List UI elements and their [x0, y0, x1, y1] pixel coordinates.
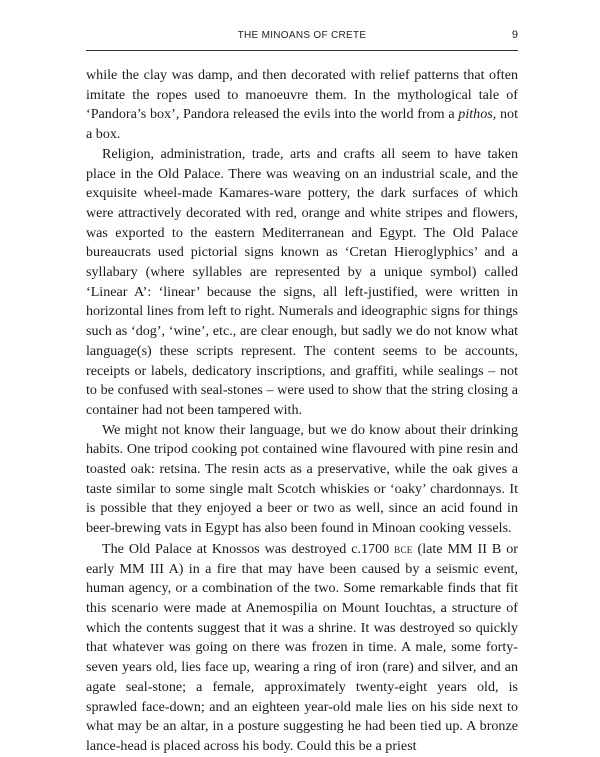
italic-term: pithos	[458, 106, 493, 123]
paragraph	[86, 421, 518, 539]
text-run: The Old Palace at Knossos was destroyed c.1700	[102, 540, 395, 557]
page-number: 9	[511, 29, 518, 41]
running-head: THE MINOANS OF CRETE	[237, 30, 367, 41]
text-run: while the clay was damp, and then decorated with relief patterns that often imitate the ropes used to manoeuvre them. In the mythological tale of ‘Pandora’s box’, Pandora released the evils into the world from a	[86, 67, 518, 123]
paragraph	[86, 66, 518, 145]
paragraph	[86, 145, 518, 421]
header-rule	[86, 50, 518, 51]
page-header	[86, 30, 518, 58]
body-text	[86, 66, 518, 757]
era-abbreviation: bce	[394, 540, 413, 556]
text-run: Religion, administration, trade, arts and crafts all seem to have taken place in the Old Palace. There was weaving on an industrial scale, and the exquisite wheel-made Kamares-ware pottery, the dark surfaces of which were attractively decorated with red, orange and white stripes and flowers, was exported to the eastern Mediterranean and Egypt. The Old Palace bureaucrats used pictorial signs known as ‘Cretan Hieroglyphics’ and a syllabary (where syllables are represented by a unique symbol) called ‘Linear A’: ‘linear’ because the signs, all left-justified, were written in horizontal lines from left to right. Numerals and ideographic signs for things such as ‘dog’, ‘wine’, etc., are clear enough, but sadly we do not know what language(s) these scripts represent. The content seems to be accounts, receipts or labels, dedicatory inscriptions, and graffiti, while sealings – not to be confused with seal-stones – were used to show that the string closing a container had not been tampered with.	[86, 145, 518, 418]
text-run: (late MM II B or early MM III A) in a fire that may have been caused by a seismic event, human agency, or a combination of the two. Some remarkable finds that fit this scenario were made at Anemospilia on Mount Iouchtas, a structure of which the contents suggest that it was a shrine. It was destroyed so quickly that whatever was going on there was frozen in time. A male, some forty-seven years old, lies face up, wearing a ring of iron (rare) and silver, and an agate seal-stone; a female, approximately twenty-eight years old, is sprawled face-down; and an eighteen year-old male lies on his side next to what may be an altar, in a posture suggesting he had been tied up. A bronze lance-head is placed across his body. Could this be a priest	[86, 540, 518, 754]
text-run: , not a box.	[86, 106, 519, 143]
text-run: We might not know their language, but we do know about their drinking habits. One tripod cooking pot contained wine flavoured with pine resin and toasted oak: retsina. The resin acts as a preservative, while the oak gives a taste similar to some single malt Scotch whiskies or ‘oaky’ chardonnays. It is possible that they enjoyed a beer or two as well, since an acid found in beer-brewing vats in Egypt has also been found in Minoan cooking vessels.	[86, 421, 518, 537]
paragraph	[86, 539, 518, 757]
